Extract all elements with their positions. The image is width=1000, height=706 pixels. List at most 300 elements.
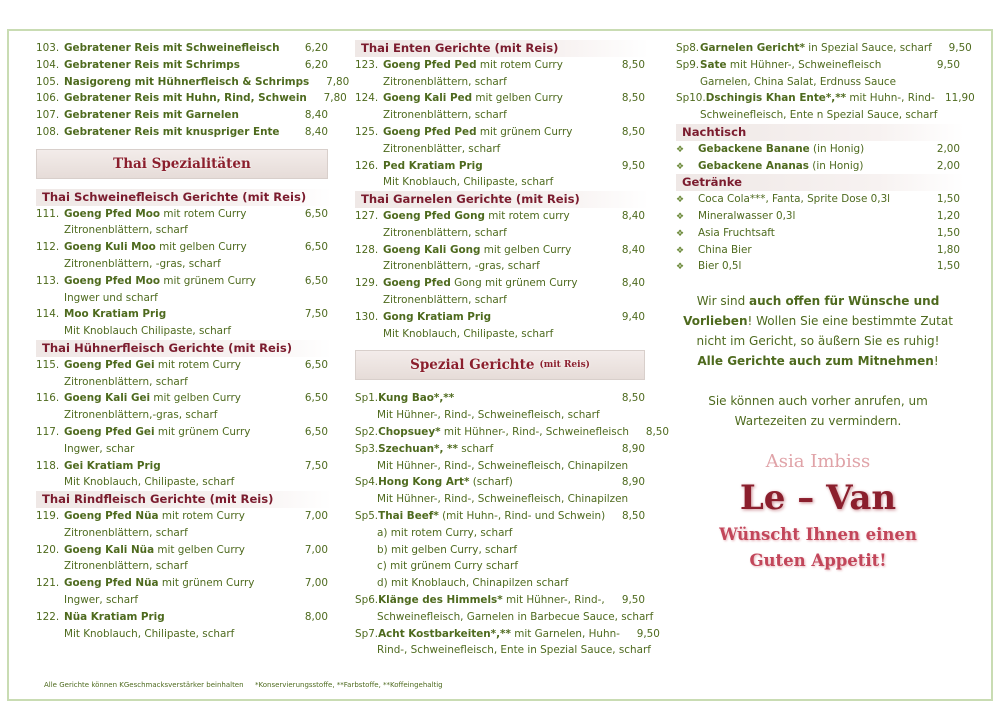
item-name <box>378 424 629 441</box>
item-subtext: Rind-, Schweinefleisch, Ente in Spezial Sauce, scharf <box>377 644 651 657</box>
item-subtext: Garnelen, China Salat, Erdnuss Sauce <box>700 75 897 88</box>
item-name <box>64 124 288 141</box>
item-price: 8,40 <box>304 109 328 122</box>
item-name <box>64 575 288 592</box>
item-price: 6,20 <box>304 58 328 71</box>
item-description: mit Hühner-, Rind-, Schweinefleisch <box>440 425 629 438</box>
info-text <box>676 291 960 431</box>
item-subtext: Zitronenblättern, scharf <box>383 226 507 239</box>
item-subtext: Ingwer und scharf <box>64 291 158 304</box>
menu-item-row <box>36 508 328 525</box>
item-price: 7,80 <box>326 75 350 88</box>
item-title: Goeng Kali Ped <box>383 92 473 105</box>
item-price: 1,50 <box>936 226 960 239</box>
item-name <box>698 258 920 275</box>
diamond-bullet-icon: ❖ <box>676 211 685 222</box>
menu-item-row <box>36 74 350 91</box>
item-price: 8,50 <box>621 58 645 71</box>
item-subtext: b) mit gelben Curry, scharf <box>377 543 518 556</box>
item-name <box>64 239 288 256</box>
item-number: Sp9. <box>676 58 700 71</box>
footer-note-left: Alle Gerichte können KGeschmacksverstärker beinhalten <box>44 681 244 689</box>
item-number: 105. <box>36 75 60 88</box>
item-number: 103. <box>36 42 60 54</box>
item-name <box>378 626 620 643</box>
menu-item-row <box>355 424 669 441</box>
item-subtext: Mit Hühner-, Rind-, Schweinefleisch, Chinapilzen <box>377 493 629 506</box>
item-name <box>64 458 288 475</box>
item-description: (in Honig) <box>808 159 864 172</box>
item-title: Bier 0,5l <box>698 260 742 273</box>
info-line: ! Wollen Sie eine bestimmte Zutat <box>747 314 953 329</box>
menu-item-row <box>36 542 328 559</box>
item-title: Garnelen Gericht* <box>700 42 805 54</box>
info-line: Sie können auch vorher anrufen, um <box>708 394 928 409</box>
item-number: Sp5. <box>355 509 379 522</box>
item-name <box>64 424 288 441</box>
item-number: 113. <box>36 274 60 287</box>
item-title: Acht Kostbarkeiten*,** <box>378 627 511 640</box>
item-name <box>383 208 605 225</box>
item-title: Goeng Pfed Ped <box>383 125 477 138</box>
item-price: 8,50 <box>622 509 646 522</box>
menu-item-row <box>36 458 328 475</box>
item-price: 7,00 <box>304 543 328 556</box>
banner-title: Thai Spezialitäten <box>113 155 251 172</box>
item-number: 122. <box>36 610 60 623</box>
item-subtext: c) mit grünem Curry scharf <box>377 560 518 573</box>
thai-specialties-banner <box>36 149 328 179</box>
brand-logo-title: Le – Van <box>739 478 897 519</box>
menu-item-row <box>36 357 328 374</box>
item-description: in Spezial Sauce, scharf <box>804 42 932 54</box>
item-name <box>383 90 605 107</box>
item-price: 1,50 <box>936 193 960 206</box>
menu-item-row <box>676 90 975 107</box>
menu-item-row <box>676 158 960 175</box>
item-name <box>64 508 288 525</box>
brand-subtitle: Asia Imbiss <box>765 451 871 473</box>
item-number: Sp4. <box>355 476 379 489</box>
item-price: 9,50 <box>621 159 645 172</box>
item-title: Goeng Pfed Gei <box>64 358 155 371</box>
item-title: Goeng Pfed Ped <box>383 58 477 71</box>
item-price: 6,50 <box>304 241 328 254</box>
item-name <box>706 90 935 107</box>
menu-column-2 <box>355 40 669 659</box>
item-title: Kung Bao*,** <box>378 392 455 405</box>
menu-item-row <box>355 508 645 525</box>
item-title: Hong Kong Art* <box>378 476 470 489</box>
item-price: 9,50 <box>936 58 960 71</box>
item-description: scharf <box>457 442 494 455</box>
item-number: 125. <box>355 125 379 138</box>
diamond-bullet-icon: ❖ <box>676 245 685 256</box>
info-line-bold: Alle Gerichte auch zum Mitnehmen <box>697 354 934 369</box>
menu-item-row <box>36 273 328 290</box>
item-description: mit gelben Curry <box>472 92 563 105</box>
item-price: 6,50 <box>304 274 328 287</box>
item-price: 7,50 <box>304 459 328 472</box>
item-price: 6,20 <box>304 42 328 54</box>
item-title: Gebratener Reis mit Schweinefleisch <box>64 42 280 54</box>
menu-item-row <box>355 441 645 458</box>
item-name <box>378 441 605 458</box>
item-title: Goeng Kali Gei <box>64 392 151 405</box>
item-description: mit rotem Curry <box>158 509 245 522</box>
item-name <box>698 158 920 175</box>
section-heading: Thai Enten Gerichte (mit Reis) <box>355 40 649 57</box>
item-name <box>64 306 288 323</box>
item-title: Goeng Kuli Moo <box>64 241 156 254</box>
item-number: Sp1. <box>355 392 379 405</box>
item-name <box>64 40 288 57</box>
item-title: Goeng Kali Nüa <box>64 543 155 556</box>
item-price: 8,40 <box>621 277 645 290</box>
item-name <box>383 275 605 292</box>
item-subtext: Ingwer, schar <box>64 442 135 455</box>
item-number: 106. <box>36 92 60 105</box>
item-subtext: Zitronenblättern, scharf <box>383 293 507 306</box>
item-number: 128. <box>355 243 379 256</box>
item-price: 9,50 <box>948 42 972 54</box>
item-name <box>64 206 288 223</box>
item-number: 115. <box>36 358 60 371</box>
item-subtext: Schweinefleisch, Ente n Spezial Sauce, scharf <box>700 109 938 122</box>
item-subtext: a) mit rotem Curry, scharf <box>377 526 513 539</box>
item-price: 6,50 <box>304 207 328 220</box>
menu-item-row <box>355 124 645 141</box>
item-subtext: Mit Knoblauch Chilipaste, scharf <box>64 325 231 338</box>
item-title: Gebratener Reis mit knuspriger Ente <box>64 125 280 138</box>
item-title: Moo Kratiam Prig <box>64 308 167 321</box>
item-price: 2,00 <box>936 159 960 172</box>
info-line: nicht im Gericht, so äußern Sie es ruhig! <box>696 334 940 349</box>
item-price: 2,00 <box>936 142 960 155</box>
menu-column-1 <box>36 40 350 642</box>
menu-item-row <box>355 390 645 407</box>
item-number: Sp8. <box>676 42 700 54</box>
item-name <box>383 158 605 175</box>
item-price: 1,20 <box>936 209 960 222</box>
menu-item-row <box>355 592 645 609</box>
item-description: mit rotem curry <box>484 209 570 222</box>
item-subtext: Zitronenblättern, scharf <box>64 526 188 539</box>
item-number: Sp6. <box>355 593 379 606</box>
menu-item-row <box>676 242 960 259</box>
menu-item-row <box>36 575 328 592</box>
item-description: mit gelben Curry <box>480 243 572 256</box>
item-number: 121. <box>36 577 60 590</box>
brand-greeting-line-1: Wünscht Ihnen einen <box>719 525 917 545</box>
item-price: 8,90 <box>621 476 645 489</box>
section-heading: Thai Hühnerfleisch Gerichte (mit Reis) <box>36 340 332 357</box>
menu-item-row <box>355 57 645 74</box>
item-title: Goeng Pfed Gei <box>64 425 155 438</box>
menu-item-row <box>355 626 660 643</box>
menu-item-row <box>676 40 972 57</box>
item-name <box>64 273 288 290</box>
item-title: Gebackene Banane <box>698 142 810 155</box>
item-name <box>64 390 288 407</box>
menu-item-row <box>36 424 328 441</box>
item-description: mit rotem Curry <box>160 207 247 220</box>
item-name <box>64 357 288 374</box>
item-description: mit gelben Curry <box>150 392 241 405</box>
item-price: 8,50 <box>621 125 645 138</box>
item-number: 116. <box>36 392 60 405</box>
item-title: Asia Fruchtsaft <box>698 226 775 239</box>
diamond-bullet-icon: ❖ <box>676 161 685 172</box>
item-number: Sp7. <box>355 627 379 640</box>
item-price: 7,00 <box>304 577 328 590</box>
item-name <box>700 40 932 57</box>
item-number: 130. <box>355 310 379 323</box>
item-name <box>378 592 605 609</box>
item-title: Gei Kratiam Prig <box>64 459 161 472</box>
item-description: mit gelben Curry <box>154 543 245 556</box>
item-title: Goeng Kali Gong <box>383 243 481 256</box>
item-title: Gong Kratiam Prig <box>383 310 492 323</box>
item-price: 7,00 <box>304 509 328 522</box>
info-line-bold: Vorlieben <box>683 314 748 329</box>
item-name <box>698 242 920 259</box>
menu-column-3 <box>676 40 975 574</box>
item-subtext: d) mit Knoblauch, Chinapilzen scharf <box>377 577 569 590</box>
menu-item-row <box>676 57 960 74</box>
item-number: 126. <box>355 159 379 172</box>
item-name <box>64 90 307 107</box>
menu-item-row <box>36 124 328 141</box>
item-price: 8,90 <box>621 442 645 455</box>
item-description: mit grünem Curry <box>476 125 573 138</box>
item-number: Sp2. <box>355 425 379 438</box>
item-subtext: Mit Knoblauch, Chilipaste, scharf <box>383 176 554 189</box>
item-price: 1,80 <box>936 243 960 256</box>
section-heading: Thai Schweinefleisch Gerichte (mit Reis) <box>36 189 332 206</box>
section-heading-dessert: Nachtisch <box>676 124 964 141</box>
item-price: 7,80 <box>323 92 347 105</box>
item-title: China Bier <box>698 243 752 256</box>
item-price: 6,50 <box>304 425 328 438</box>
menu-item-row <box>676 225 960 242</box>
item-number: 108. <box>36 125 60 138</box>
menu-item-row <box>676 191 960 208</box>
banner-subtitle: (mit Reis) <box>539 360 590 371</box>
item-description: Gong mit grünem Curry <box>450 277 578 290</box>
item-price: 8,50 <box>621 92 645 105</box>
item-subtext: Zitronenblättern, -gras, scharf <box>64 257 221 270</box>
item-subtext: Zitronenblättern,-gras, scharf <box>64 409 218 422</box>
item-title: Gebratener Reis mit Garnelen <box>64 109 239 122</box>
item-number: 129. <box>355 277 379 290</box>
item-number: 123. <box>355 58 379 71</box>
item-subtext: Mit Knoblauch, Chilipaste, scharf <box>64 476 235 489</box>
item-title: Gebratener Reis mit Schrimps <box>64 58 240 71</box>
item-price: 1,50 <box>936 260 960 273</box>
item-number: 127. <box>355 209 379 222</box>
item-title: Goeng Pfed Nüa <box>64 509 159 522</box>
item-price: 7,50 <box>304 308 328 321</box>
item-name <box>64 542 288 559</box>
item-subtext: Ingwer, scharf <box>64 593 139 606</box>
menu-item-row <box>355 275 645 292</box>
item-title: Gebratener Reis mit Huhn, Rind, Schwein <box>64 92 307 105</box>
item-title: Ped Kratiam Prig <box>383 159 483 172</box>
item-name <box>383 57 605 74</box>
item-description: mit Hühner-, Rind-, <box>502 593 605 606</box>
item-name <box>64 57 288 74</box>
item-description: (in Honig) <box>809 142 865 155</box>
item-name <box>64 609 288 626</box>
item-subtext: Zitronenblättern, scharf <box>64 560 188 573</box>
item-number: 111. <box>36 207 60 220</box>
item-price: 6,50 <box>304 358 328 371</box>
item-number: 104. <box>36 58 60 71</box>
diamond-bullet-icon: ❖ <box>676 144 685 155</box>
item-name <box>698 208 920 225</box>
item-title: Nüa Kratiam Prig <box>64 610 165 623</box>
item-price: 8,00 <box>304 610 328 623</box>
info-line: ! <box>933 354 939 369</box>
item-title: Thai Beef* <box>378 509 439 522</box>
menu-item-row <box>36 40 328 57</box>
menu-item-row <box>36 390 328 407</box>
item-subtext: Mit Hühner-, Rind-, Schweinefleisch, Chinapilzen <box>377 459 629 472</box>
item-description: (scharf) <box>469 476 513 489</box>
menu-item-row <box>676 208 960 225</box>
item-subtext: Mit Hühner-, Rind-, Schweinefleisch, scharf <box>377 409 600 422</box>
item-title: Goeng Pfed Moo <box>64 274 161 287</box>
item-price: 8,40 <box>621 243 645 256</box>
item-description: mit rotem Curry <box>154 358 241 371</box>
diamond-bullet-icon: ❖ <box>676 262 685 273</box>
item-price: 6,50 <box>304 392 328 405</box>
item-name <box>698 191 920 208</box>
item-number: Sp10. <box>676 92 706 105</box>
item-name <box>383 242 605 259</box>
item-number: 118. <box>36 459 60 472</box>
item-description: mit grünem Curry <box>158 577 255 590</box>
menu-item-row <box>355 90 645 107</box>
item-price: 8,40 <box>621 209 645 222</box>
item-subtext: Zitronenblättern, -gras, scharf <box>383 260 540 273</box>
info-line-bold: auch offen für Wünsche und <box>749 294 940 309</box>
item-price: 8,50 <box>621 392 645 405</box>
footer-note-right: *Konservierungsstoffe, **Farbstoffe, **Koffeingehaltig <box>255 681 443 689</box>
item-title: Nasigoreng mit Hühnerfleisch & Schrimps <box>64 75 310 88</box>
menu-item-row <box>355 208 645 225</box>
item-subtext: Zitronenblättern, scharf <box>383 75 507 88</box>
menu-item-row <box>676 141 960 158</box>
menu-item-row <box>36 306 328 323</box>
section-heading-drinks: Getränke <box>676 174 964 191</box>
item-description: mit Huhn-, Rind- <box>846 92 935 105</box>
item-description: mit Hühner-, Schweinefleisch <box>726 58 882 71</box>
item-title: Goeng Pfed <box>383 277 451 290</box>
item-description: mit grünem Curry <box>154 425 251 438</box>
item-description: mit Garnelen, Huhn- <box>510 627 620 640</box>
menu-item-row <box>36 57 328 74</box>
item-title: Gebackene Ananas <box>698 159 809 172</box>
brand-greeting-line-2: Guten Appetit! <box>749 551 887 571</box>
menu-item-row <box>36 206 328 223</box>
banner-title: Spezial Gerichte <box>410 357 535 374</box>
item-price: 11,90 <box>945 92 975 105</box>
section-heading: Thai Garnelen Gerichte (mit Reis) <box>355 191 649 208</box>
item-title: Dschingis Khan Ente*,** <box>705 92 847 105</box>
item-title: Mineralwasser 0,3l <box>698 209 796 222</box>
item-name <box>378 474 605 491</box>
item-price: 9,50 <box>621 593 645 606</box>
item-number: 117. <box>36 425 60 438</box>
item-number: 119. <box>36 509 60 522</box>
item-number: 120. <box>36 543 60 556</box>
menu-item-row <box>355 309 645 326</box>
item-number: 107. <box>36 109 60 122</box>
item-title: Chopsuey* <box>378 425 441 438</box>
item-price: 9,40 <box>621 310 645 323</box>
menu-item-row <box>36 107 328 124</box>
item-number: Sp3. <box>355 442 379 455</box>
diamond-bullet-icon: ❖ <box>676 228 685 239</box>
item-title: Szechuan*, ** <box>378 442 458 455</box>
section-heading: Thai Rindfleisch Gerichte (mit Reis) <box>36 491 332 508</box>
item-title: Goeng Pfed Moo <box>64 207 161 220</box>
menu-item-row <box>355 242 645 259</box>
item-number: 124. <box>355 92 379 105</box>
menu-item-row <box>355 158 645 175</box>
item-title: Sate <box>700 58 727 71</box>
item-subtext: Zitronenblättern, scharf <box>64 224 188 237</box>
item-title: Goeng Pfed Gong <box>383 209 485 222</box>
item-name <box>378 508 605 525</box>
item-subtext: Schweinefleisch, Garnelen in Barbecue Sauce, scharf <box>377 610 654 623</box>
menu-item-row <box>36 90 347 107</box>
info-line: Wir sind <box>696 294 750 309</box>
item-title: Coca Cola***, Fanta, Sprite Dose 0,3l <box>698 193 891 206</box>
item-price: 8,50 <box>645 425 669 438</box>
item-name <box>64 107 288 124</box>
item-subtext: Mit Knoblauch, Chilipaste, scharf <box>64 627 235 640</box>
item-name <box>383 124 605 141</box>
item-subtext: Zitronenblättern, scharf <box>64 375 188 388</box>
item-title: Goeng Pfed Nüa <box>64 577 159 590</box>
item-subtext: Zitronenblättern, scharf <box>383 109 507 122</box>
menu-item-row <box>36 239 328 256</box>
info-line: Wartezeiten zu vermindern. <box>734 414 902 429</box>
item-description: mit grünem Curry <box>160 274 256 287</box>
item-title: Klänge des Himmels* <box>378 593 503 606</box>
special-dishes-banner <box>355 350 645 380</box>
item-name <box>383 309 605 326</box>
item-price: 9,50 <box>636 627 660 640</box>
item-price: 8,40 <box>304 125 328 138</box>
diamond-bullet-icon: ❖ <box>676 195 685 206</box>
item-name <box>378 390 605 407</box>
item-description: (mit Huhn-, Rind- und Schwein) <box>438 509 606 522</box>
item-name <box>698 141 920 158</box>
menu-item-row <box>355 474 645 491</box>
menu-item-row <box>36 609 328 626</box>
item-subtext: Mit Knoblauch, Chilipaste, scharf <box>383 327 554 340</box>
menu-item-row <box>676 258 960 275</box>
item-description: mit gelben Curry <box>155 241 247 254</box>
item-name <box>698 225 920 242</box>
item-name <box>700 57 920 74</box>
item-number: 114. <box>36 308 60 321</box>
item-number: 112. <box>36 241 60 254</box>
